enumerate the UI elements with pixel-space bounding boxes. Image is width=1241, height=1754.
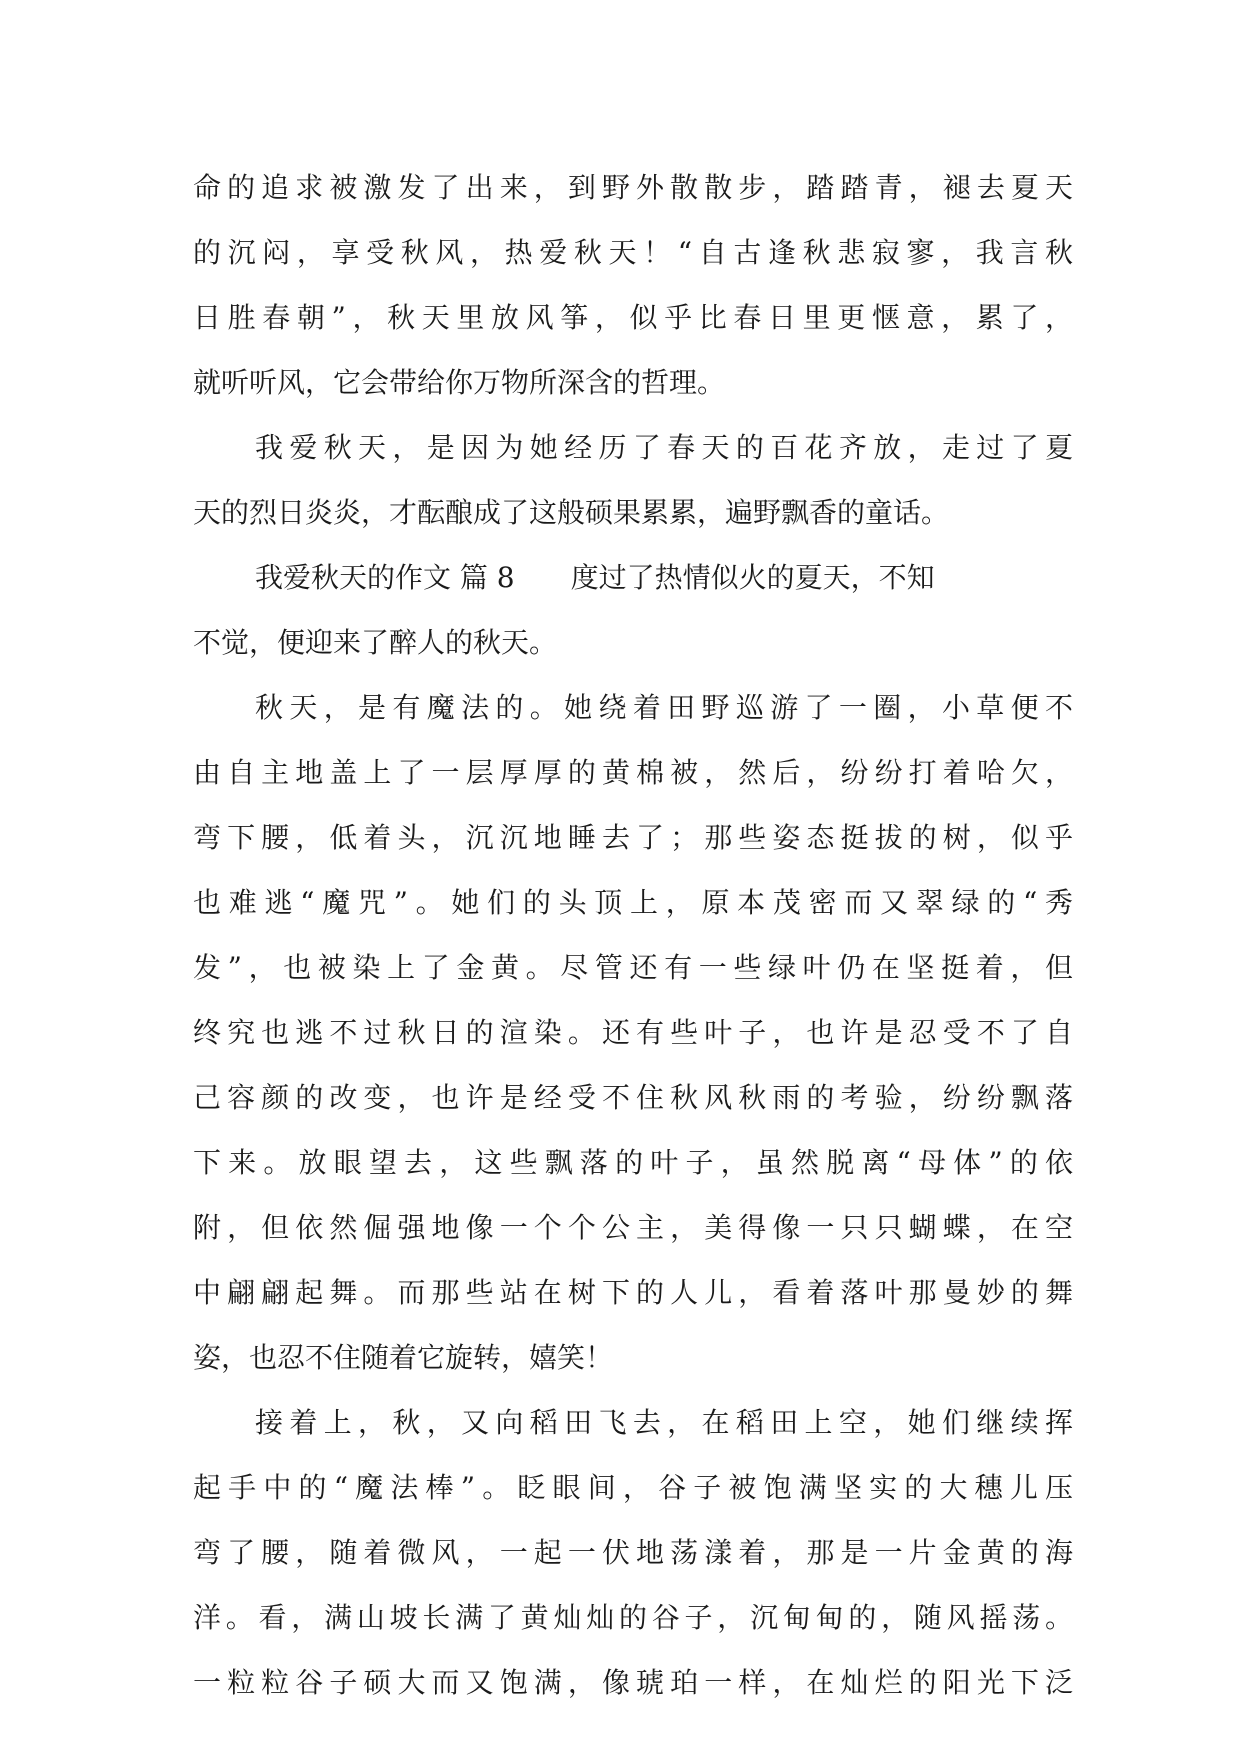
text-line: 中翩翩起舞。而那些站在树下的人儿，看着落叶那曼妙的舞 — [193, 1276, 1073, 1309]
text-line: 附，但依然倔强地像一个个公主，美得像一只只蝴蝶，在空 — [193, 1211, 1073, 1244]
text-line: 接着上，秋，又向稻田飞去，在稻田上空，她们继续挥 — [255, 1406, 1073, 1439]
text-line: 己容颜的改变，也许是经受不住秋风秋雨的考验，纷纷飘落 — [193, 1081, 1073, 1114]
text-line: 弯了腰，随着微风，一起一伏地荡漾着，那是一片金黄的海 — [193, 1536, 1073, 1569]
text-line: 由自主地盖上了一层厚厚的黄棉被，然后，纷纷打着哈欠， — [193, 756, 1073, 789]
text-line: 天的烈日炎炎，才酝酿成了这般硕果累累，遍野飘香的童话。 — [193, 496, 950, 529]
text-segment: 度过了热情似火的夏天，不知 — [570, 561, 935, 594]
section-heading: 我爱秋天的作文 篇 8 — [255, 561, 515, 594]
text-line: 起手中的“魔法棒”。眨眼间，谷子被饱满坚实的大穗儿压 — [193, 1471, 1073, 1504]
text-line: 我爱秋天，是因为她经历了春天的百花齐放，走过了夏 — [255, 431, 1073, 464]
text-line: 弯下腰，低着头，沉沉地睡去了；那些姿态挺拔的树，似乎 — [193, 821, 1073, 854]
text-line: 不觉，便迎来了醉人的秋天。 — [193, 626, 558, 659]
document-body — [193, 155, 1073, 1715]
text-line: 日胜春朝”，秋天里放风筝，似乎比春日里更惬意，累了， — [193, 301, 1073, 334]
text-line: 姿，也忍不住随着它旋转，嬉笑！ — [193, 1341, 614, 1374]
text-line: 的沉闷，享受秋风，热爱秋天！“自古逢秋悲寂寥，我言秋 — [193, 236, 1073, 269]
text-line: 终究也逃不过秋日的渲染。还有些叶子，也许是忍受不了自 — [193, 1016, 1073, 1049]
text-line: 洋。看，满山坡长满了黄灿灿的谷子，沉甸甸的，随风摇荡。 — [193, 1601, 1073, 1634]
text-line: 命的追求被激发了出来，到野外散散步，踏踏青，褪去夏天 — [193, 171, 1073, 204]
text-line: 下来。放眼望去，这些飘落的叶子，虽然脱离“母体”的依 — [193, 1146, 1073, 1179]
text-line: 秋天，是有魔法的。她绕着田野巡游了一圈，小草便不 — [255, 691, 1073, 724]
text-line: 一粒粒谷子硕大而又饱满，像琥珀一样，在灿烂的阳光下泛 — [193, 1666, 1073, 1699]
text-line: 就听听风，它会带给你万物所深含的哲理。 — [193, 366, 726, 399]
section-heading-line — [193, 545, 1073, 610]
text-line: 发”，也被染上了金黄。尽管还有一些绿叶仍在坚挺着，但 — [193, 951, 1073, 984]
text-line: 也难逃“魔咒”。她们的头顶上，原本茂密而又翠绿的“秀 — [193, 886, 1073, 919]
